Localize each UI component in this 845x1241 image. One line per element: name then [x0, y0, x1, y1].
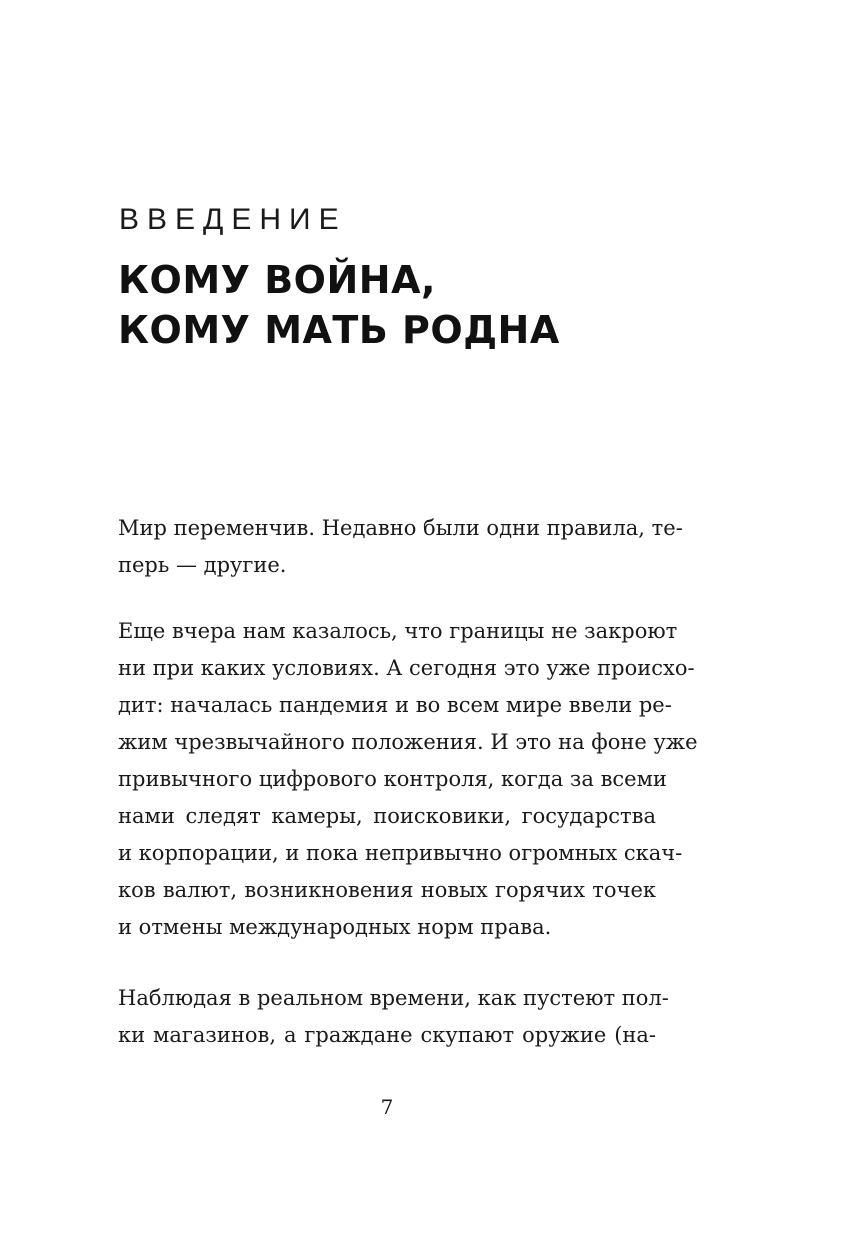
paragraph-line: ки магазинов, а граждане скупают оружие (на-	[118, 1023, 656, 1047]
paragraph-line: ни при каких условиях. А сегодня это уже происхо-	[118, 656, 695, 680]
paragraph-line: жим чрезвычайного положения. И это на фоне уже	[118, 730, 698, 754]
paragraph	[118, 510, 683, 584]
chapter-title-line: КОМУ МАТЬ РОДНА	[118, 308, 560, 352]
page-number: 7	[380, 1095, 394, 1119]
paragraph-line: Наблюдая в реальном времени, как пустеют пол-	[118, 986, 669, 1010]
paragraph-line: перь — другие.	[118, 553, 287, 577]
chapter-title	[118, 255, 560, 355]
paragraph-line: Еще вчера нам казалось, что границы не закроют	[118, 619, 678, 643]
paragraph-line: и отмены международных норм права.	[118, 915, 552, 939]
chapter-label: ВВЕДЕНИЕ	[119, 203, 347, 236]
paragraph	[118, 613, 698, 946]
paragraph-line: и корпорации, и пока непривычно огромных скач-	[118, 841, 683, 865]
paragraph-line: Мир переменчив. Недавно были одни правила, те-	[118, 516, 683, 540]
paragraph	[118, 980, 669, 1054]
paragraph-line: дит: началась пандемия и во всем мире ввели ре-	[118, 693, 672, 717]
chapter-title-line: КОМУ ВОЙНА,	[118, 258, 436, 302]
paragraph-line: нами следят камеры, поисковики, государства	[118, 804, 656, 828]
paragraph-line: привычного цифрового контроля, когда за всеми	[118, 767, 667, 791]
paragraph-line: ков валют, возникновения новых горячих точек	[118, 878, 656, 902]
